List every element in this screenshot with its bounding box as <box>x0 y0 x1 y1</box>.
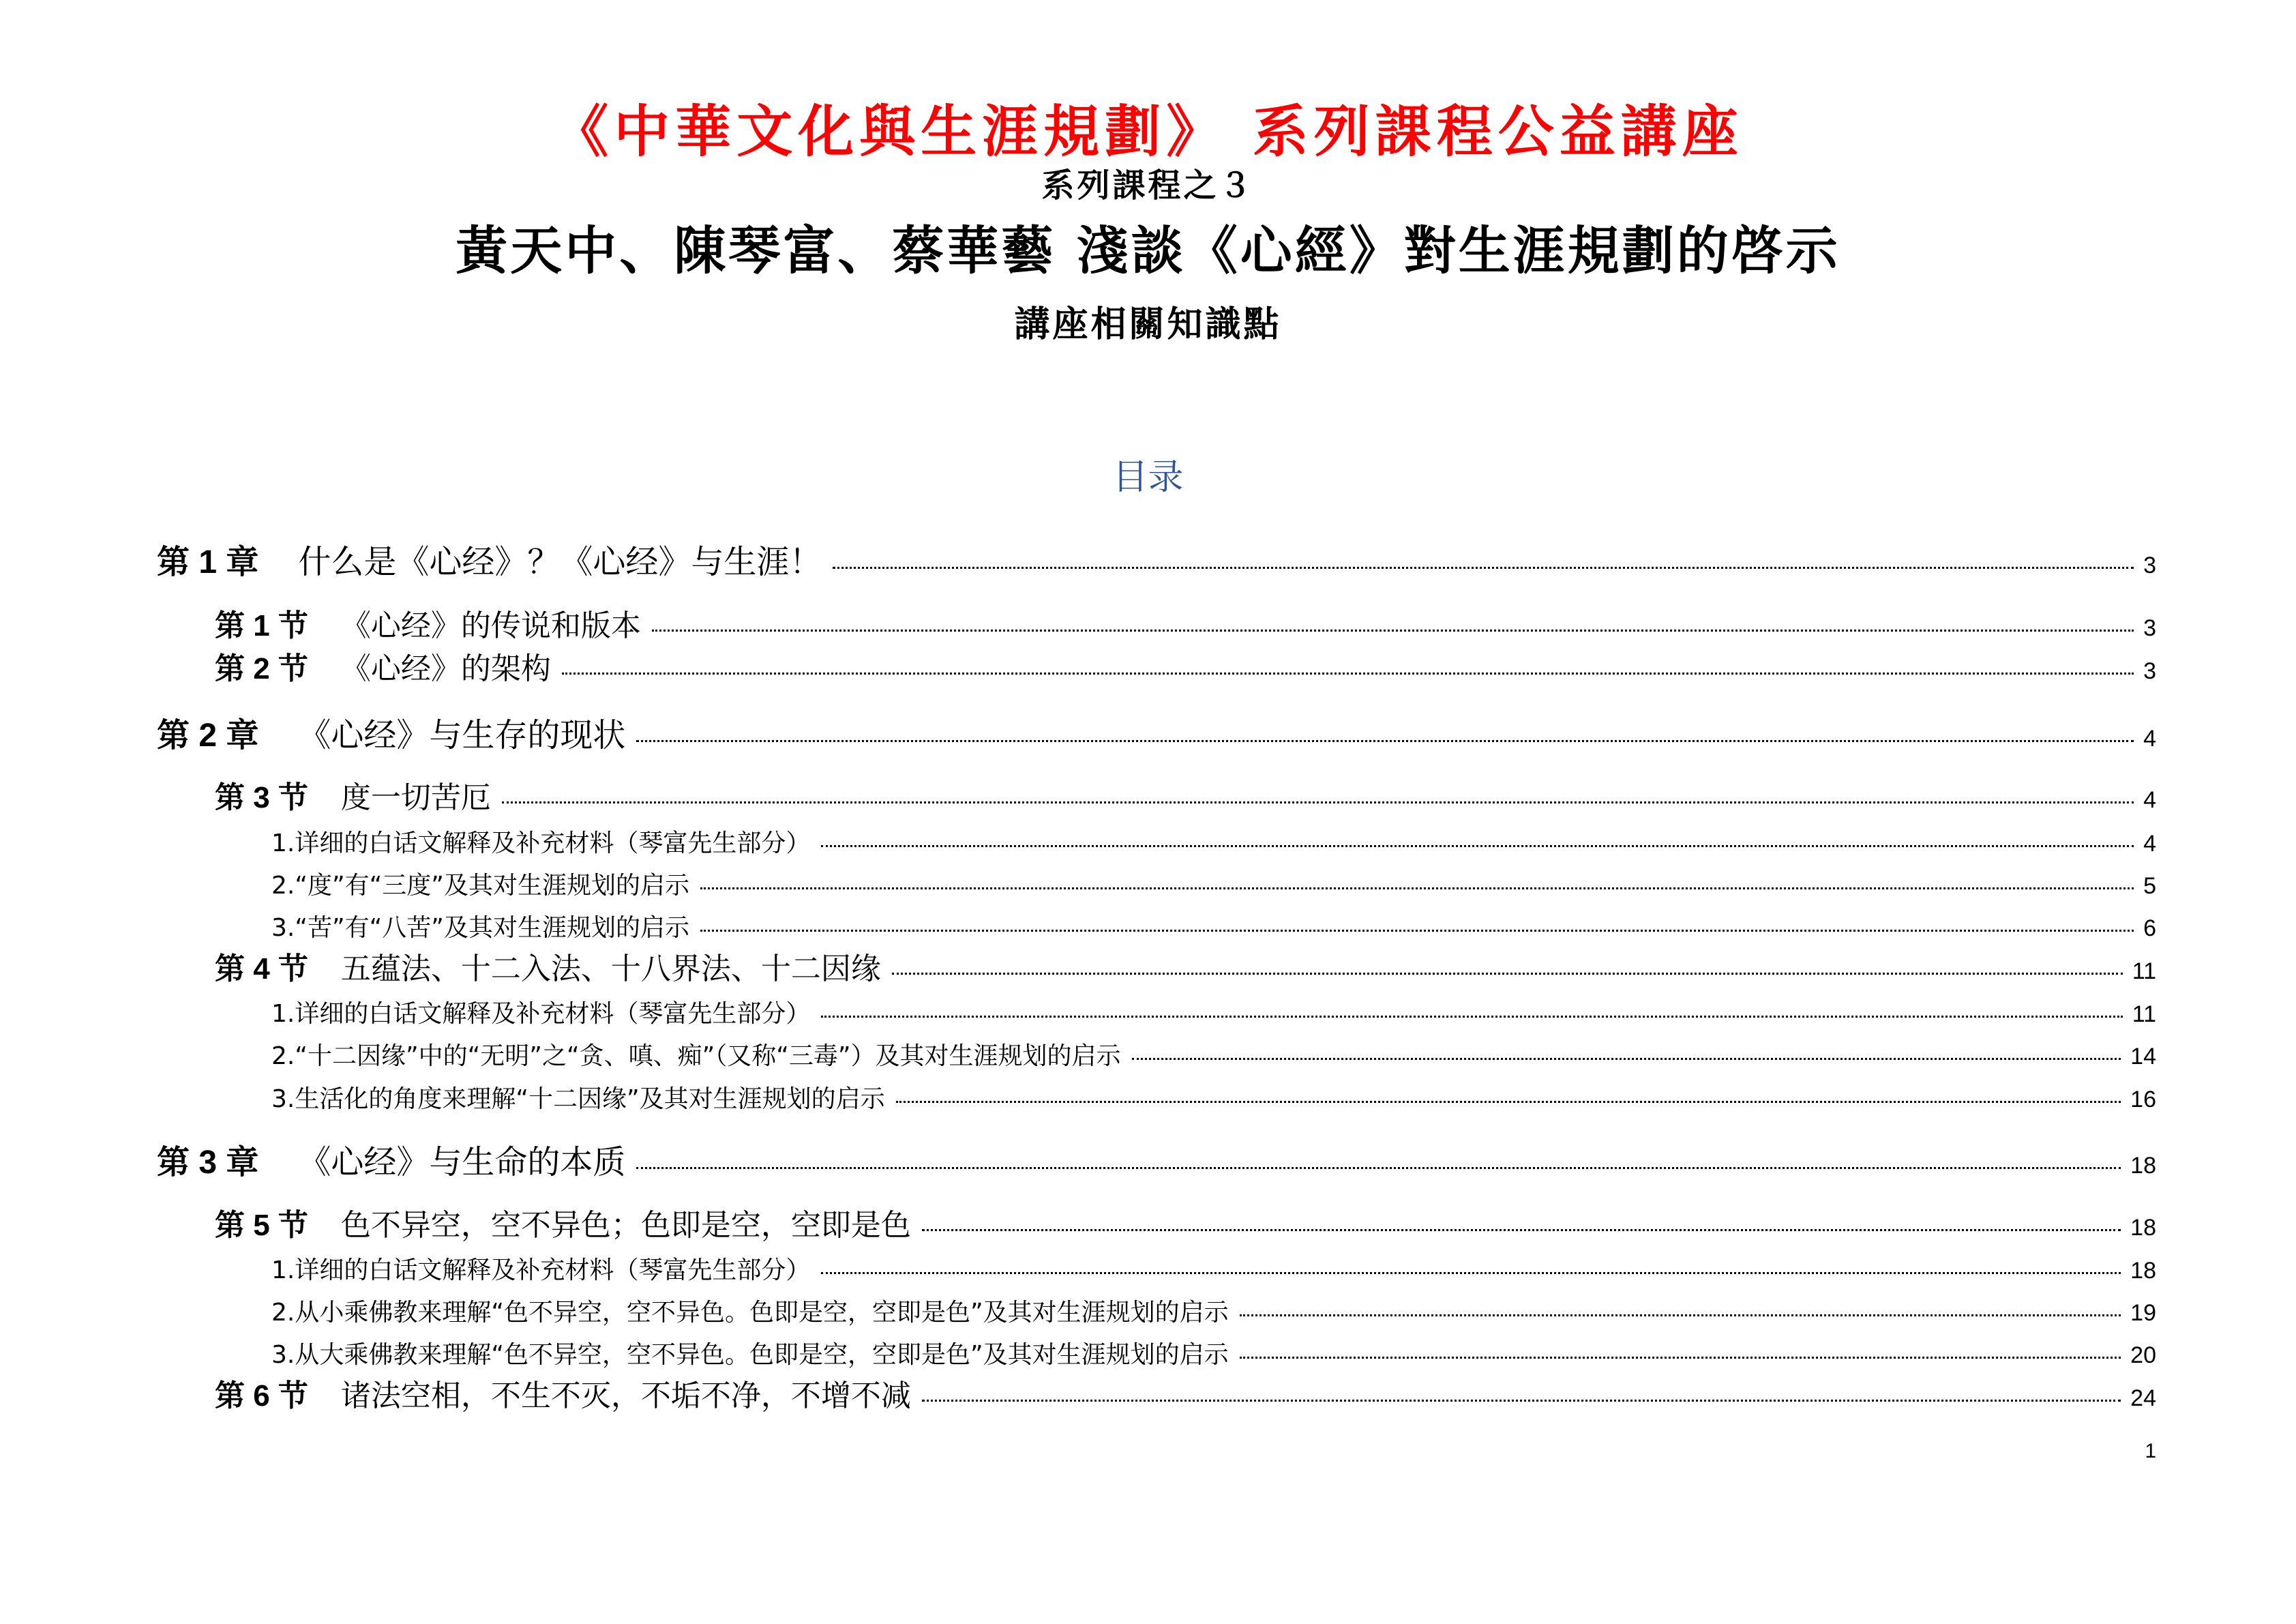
toc-entry-section-5[interactable] <box>215 1206 2156 1247</box>
toc-entry-label <box>215 778 491 818</box>
dot-leader <box>636 1167 2121 1169</box>
lecture-title: 黃天中、陳琴富、蔡華藝 淺談《心經》對生涯規劃的啓示 <box>456 220 1840 281</box>
dot-leader <box>821 1272 2121 1274</box>
toc-entry-item[interactable] <box>271 869 2156 903</box>
toc-entry-text: 《心经》与生存的现状 <box>298 716 626 754</box>
toc-entry-number: 第 2 节 <box>215 652 308 685</box>
toc-entry-text: 《心经》与生命的本质 <box>298 1143 626 1181</box>
toc-entry-text: 1.详细的白话文解释及补充材料（琴富先生部分） <box>271 1000 811 1028</box>
toc-entry-number: 第 1 节 <box>215 609 308 643</box>
toc-entry-section-3[interactable] <box>215 778 2156 820</box>
toc-entry-text: 度一切苦厄 <box>340 780 491 815</box>
toc-heading: 目录 <box>1112 457 1184 498</box>
toc-entry-page: 3 <box>2143 615 2156 641</box>
dot-leader <box>700 930 2134 932</box>
toc-entry-text: 2.从小乘佛教来理解“色不异空，空不异色。色即是空，空即是色”及其对生涯规划的启示 <box>271 1299 1229 1327</box>
toc-entry-text: 3.从大乘佛教来理解“色不异空，空不异色。色即是空，空即是色”及其对生涯规划的启示 <box>271 1341 1229 1369</box>
toc-entry-text: 色不异空，空不异色；色即是空，空即是色 <box>340 1208 911 1243</box>
toc-entry-text: 《心经》的架构 <box>340 651 551 686</box>
toc-entry-text: 五蕴法、十二入法、十八界法、十二因缘 <box>340 951 881 986</box>
toc-entry-page: 18 <box>2130 1215 2156 1241</box>
dot-leader <box>1240 1314 2121 1316</box>
toc-entry-chapter-2[interactable] <box>157 713 2156 761</box>
toc-entry-number: 第 4 节 <box>215 952 308 986</box>
dot-leader <box>502 801 2134 803</box>
toc-entry-page: 11 <box>2132 1001 2156 1027</box>
toc-entry-page: 19 <box>2130 1300 2156 1326</box>
toc-entry-text: 1.详细的白话文解释及补充材料（琴富先生部分） <box>271 1256 811 1284</box>
dot-leader <box>1240 1357 2121 1359</box>
toc-entry-text: 诸法空相，不生不灭，不垢不净，不增不减 <box>340 1378 911 1413</box>
toc-entry-section-2[interactable] <box>215 649 2156 691</box>
toc-entry-page: 4 <box>2143 787 2156 813</box>
toc-entry-number: 第 3 章 <box>157 1145 259 1181</box>
toc-entry-label <box>215 949 881 989</box>
toc-entry-text: 2.“度”有“三度”及其对生涯规划的启示 <box>271 872 689 900</box>
toc-entry-text: 2.“十二因缘”中的“无明”之“贪、嗔、痴”（又称“三毒”）及其对生涯规划的启示 <box>271 1042 1121 1070</box>
toc-entry-page: 20 <box>2130 1342 2156 1368</box>
toc-entry-text: 3.生活化的角度来理解“十二因缘”及其对生涯规划的启示 <box>271 1085 885 1113</box>
toc-entry-page: 6 <box>2143 915 2156 941</box>
dot-leader <box>821 1016 2122 1018</box>
toc-entry-number: 第 1 章 <box>157 544 259 580</box>
toc-entry-page: 16 <box>2130 1087 2156 1112</box>
toc-entry-section-6[interactable] <box>215 1376 2156 1418</box>
toc-entry-chapter-3[interactable] <box>157 1140 2156 1187</box>
toc-entry-item[interactable] <box>271 1296 2156 1330</box>
toc-entry-text: 什么是《心经》？《心经》与生涯！ <box>298 543 822 581</box>
toc-entry-text: 1.详细的白话文解释及补充材料（琴富先生部分） <box>271 829 811 857</box>
toc-entry-label <box>215 649 551 689</box>
dot-leader <box>636 740 2134 742</box>
toc-entry-text: 《心经》的传说和版本 <box>340 608 641 643</box>
toc-entry-section-1[interactable] <box>215 606 2156 648</box>
toc-entry-number: 第 3 节 <box>215 781 308 814</box>
toc-entry-page: 3 <box>2143 552 2156 578</box>
toc-entry-page: 5 <box>2143 873 2156 899</box>
toc-entry-page: 14 <box>2130 1044 2156 1069</box>
toc-entry-number: 第 2 章 <box>157 718 259 754</box>
toc-entry-text: 3.“苦”有“八苦”及其对生涯规划的启示 <box>271 914 689 942</box>
toc-entry-page: 11 <box>2132 958 2156 984</box>
toc-entry-item[interactable] <box>271 1082 2156 1117</box>
dot-leader <box>1132 1058 2121 1060</box>
toc-entry-page: 4 <box>2143 831 2156 857</box>
toc-entry-label <box>157 713 625 758</box>
toc-entry-item[interactable] <box>271 997 2156 1031</box>
toc-entry-label <box>215 1376 911 1416</box>
dot-leader <box>896 1101 2121 1103</box>
section-heading: 講座相關知識點 <box>1014 304 1282 345</box>
toc-entry-page: 24 <box>2130 1385 2156 1411</box>
toc-entry-item[interactable] <box>271 1039 2156 1074</box>
toc-entry-item[interactable] <box>271 1254 2156 1288</box>
toc-entry-item[interactable] <box>271 827 2156 861</box>
toc-entry-page: 18 <box>2130 1153 2156 1179</box>
dot-leader <box>821 845 2134 847</box>
toc-entry-number: 第 5 节 <box>215 1209 308 1242</box>
toc-entry-label <box>215 606 641 646</box>
toc-entry-item[interactable] <box>271 911 2156 945</box>
toc-entry-page: 18 <box>2130 1258 2156 1284</box>
dot-leader <box>892 973 2123 975</box>
toc-entry-chapter-1[interactable] <box>157 540 2156 587</box>
series-label: 系列課程之３ <box>1041 166 1255 205</box>
dot-leader <box>700 887 2134 889</box>
toc-entry-number: 第 6 节 <box>215 1379 308 1413</box>
dot-leader <box>833 567 2134 569</box>
toc-entry-section-4[interactable] <box>215 949 2156 991</box>
toc-entry-label <box>215 1206 911 1245</box>
toc-entry-page: 3 <box>2143 658 2156 684</box>
dot-leader <box>922 1400 2121 1402</box>
toc-entry-label <box>157 540 822 585</box>
page-number: 1 <box>2145 1440 2156 1462</box>
course-title: 《中華文化與生涯規劃》 系列課程公益講座 <box>552 99 1744 164</box>
dot-leader <box>562 673 2134 675</box>
dot-leader <box>922 1229 2121 1231</box>
toc-entry-label <box>157 1140 625 1185</box>
dot-leader <box>652 630 2134 632</box>
toc-entry-item[interactable] <box>271 1338 2156 1372</box>
toc-entry-page: 4 <box>2143 726 2156 752</box>
